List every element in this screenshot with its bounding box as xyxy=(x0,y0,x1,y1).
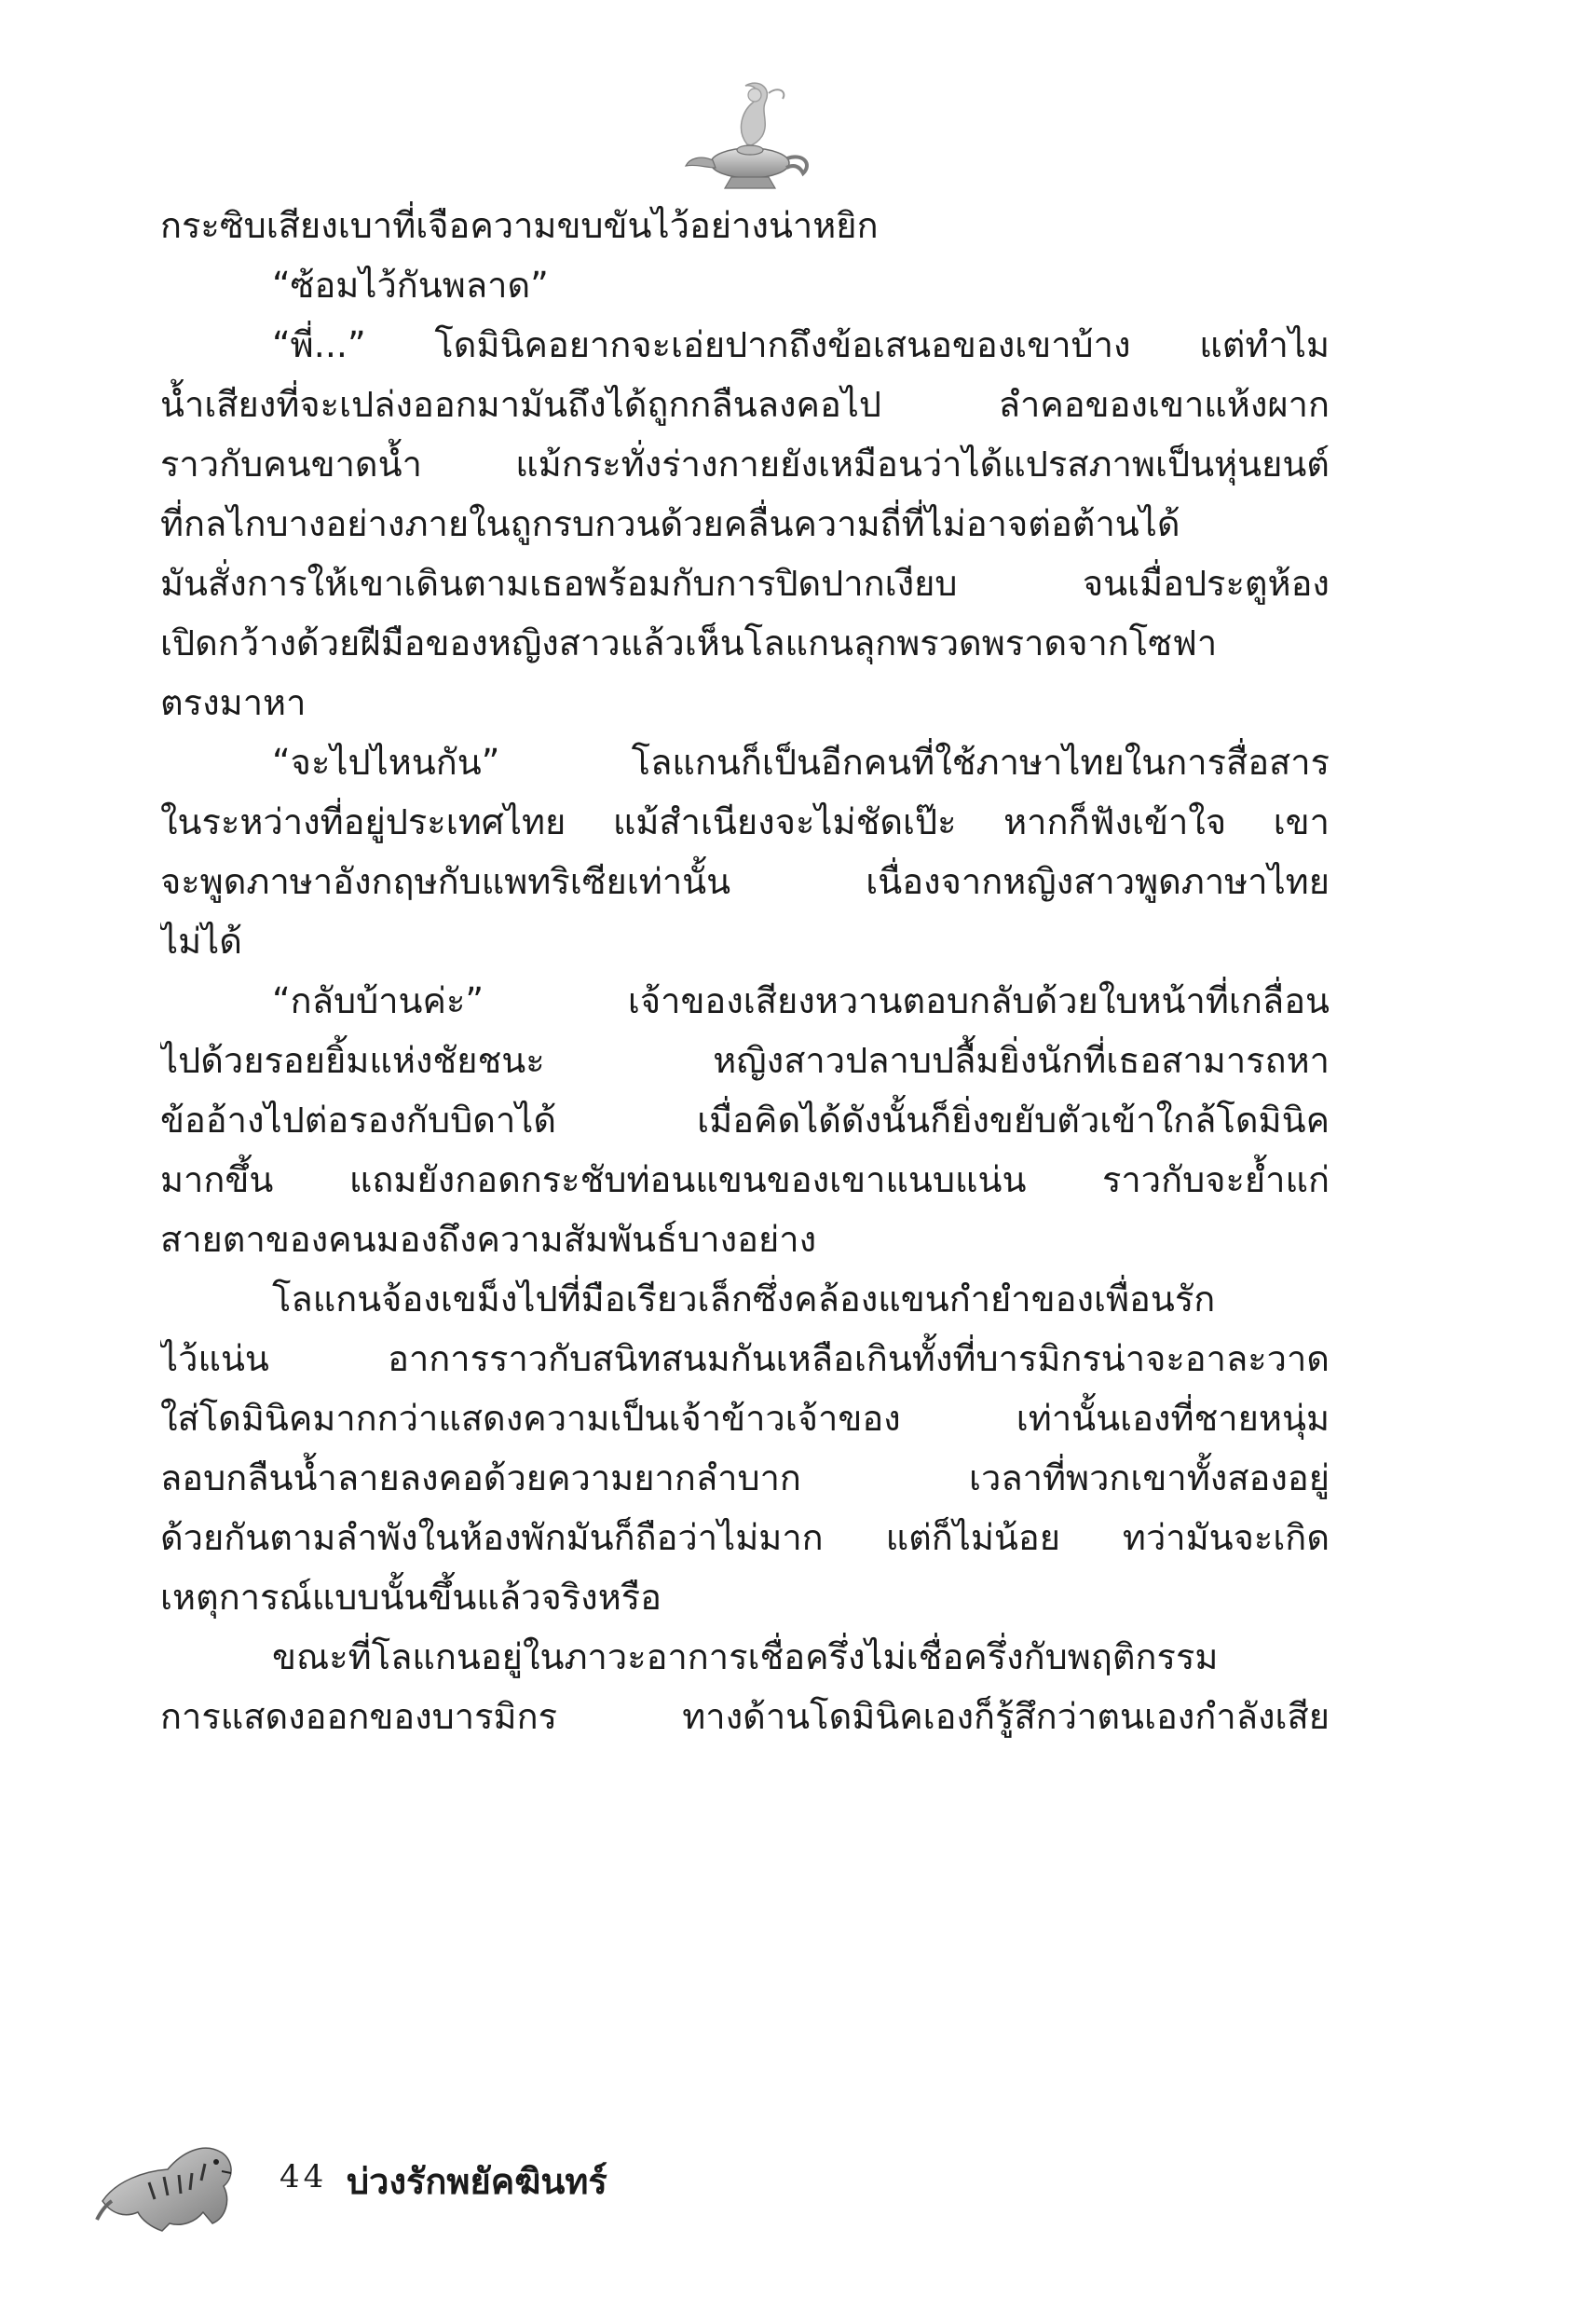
text-line: เปิดกว้างด้วยฝีมือของหญิงสาวแล้วเห็นโลแกนลุกพรวดพราดจากโซฟา xyxy=(160,622,1218,663)
text-line: น้ำเสียงที่จะเปล่งออกมามันถึงได้ถูกกลืนลงคอไป ลำคอของเขาแห้งผาก xyxy=(160,384,1330,425)
text-line: มันสั่งการให้เขาเดินตามเธอพร้อมกับการปิดปากเงียบ จนเมื่อประตูห้อง xyxy=(160,563,1330,604)
book-title: บ่วงรักพยัคฆินทร์ xyxy=(347,2161,607,2202)
text-line: กระซิบเสียงเบาที่เจือความขบขันไว้อย่างน่าหยิก xyxy=(160,205,879,246)
text-line: “กลับบ้านค่ะ” เจ้าของเสียงหวานตอบกลับด้วยใบหน้าที่เกลื่อน xyxy=(272,980,1330,1021)
text-line: โลแกนจ้องเขม็งไปที่มือเรียวเล็กซึ่งคล้องแขนกำยำของเพื่อนรัก xyxy=(272,1279,1216,1320)
text-line: ไว้แน่น อาการราวกับสนิทสนมกันเหลือเกินทั้งที่บารมิกรน่าจะอาละวาด xyxy=(160,1338,1330,1379)
text-line: เหตุการณ์แบบนั้นขึ้นแล้วจริงหรือ xyxy=(160,1577,662,1618)
text-line: ตรงมาหา xyxy=(160,682,307,723)
page-number: 44 xyxy=(280,2158,328,2195)
tiger-icon xyxy=(93,2115,242,2236)
text-line: ราวกับคนขาดน้ำ แม้กระทั่งร่างกายยังเหมือนว่าได้แปรสภาพเป็นหุ่นยนต์ xyxy=(160,444,1330,485)
text-line: มากขึ้น แถมยังกอดกระชับท่อนแขนของเขาแนบแน่น ราวกับจะย้ำแก่ xyxy=(160,1159,1330,1200)
text-line: ลอบกลืนน้ำลายลงคอด้วยความยากลำบาก เวลาที่พวกเขาทั้งสองอยู่ xyxy=(160,1457,1330,1498)
text-line: ใส่โดมินิคมากกว่าแสดงความเป็นเจ้าข้าวเจ้าของ เท่านั้นเองที่ชายหนุ่ม xyxy=(160,1398,1330,1439)
text-line: ขณะที่โลแกนอยู่ในภาวะอาการเชื่อครึ่งไม่เชื่อครึ่งกับพฤติกรรม xyxy=(272,1636,1219,1677)
text-line: ด้วยกันตามลำพังในห้องพักมันก็ถือว่าไม่มาก แต่ก็ไม่น้อย ทว่ามันจะเกิด xyxy=(160,1517,1330,1558)
page-footer xyxy=(93,2115,745,2236)
text-line: “ซ้อมไว้กันพลาด” xyxy=(272,265,549,306)
text-line: “จะไปไหนกัน” โลแกนก็เป็นอีกคนที่ใช้ภาษาไทยในการสื่อสาร xyxy=(272,742,1330,783)
text-line: ในระหว่างที่อยู่ประเทศไทย แม้สำเนียงจะไม่ชัดเป๊ะ หากก็ฟังเข้าใจ เขา xyxy=(160,801,1330,842)
text-line: “พี่...” โดมินิคอยากจะเอ่ยปากถึงข้อเสนอของเขาบ้าง แต่ทำไม xyxy=(272,324,1330,365)
text-line: ไปด้วยรอยยิ้มแห่งชัยชนะ หญิงสาวปลาบปลื้มยิ่งนักที่เธอสามารถหา xyxy=(160,1040,1330,1081)
text-line: ที่กลไกบางอย่างภายในถูกรบกวนด้วยคลื่นความถี่ที่ไม่อาจต่อต้านได้ xyxy=(160,503,1180,544)
text-line: ข้ออ้างไปต่อรองกับบิดาได้ เมื่อคิดได้ดังนั้นก็ยิ่งขยับตัวเข้าใกล้โดมินิค xyxy=(160,1100,1330,1141)
body-text xyxy=(160,196,1330,1746)
text-line: ไม่ได้ xyxy=(160,921,242,962)
text-line: จะพูดภาษาอังกฤษกับแพทริเซียเท่านั้น เนื่องจากหญิงสาวพูดภาษาไทย xyxy=(160,861,1330,902)
magic-lamp-genie-icon xyxy=(680,75,820,196)
text-line: สายตาของคนมองถึงความสัมพันธ์บางอย่าง xyxy=(160,1219,817,1260)
text-line: การแสดงออกของบารมิกร ทางด้านโดมินิคเองก็รู้สึกว่าตนเองกำลังเสีย xyxy=(160,1696,1330,1737)
